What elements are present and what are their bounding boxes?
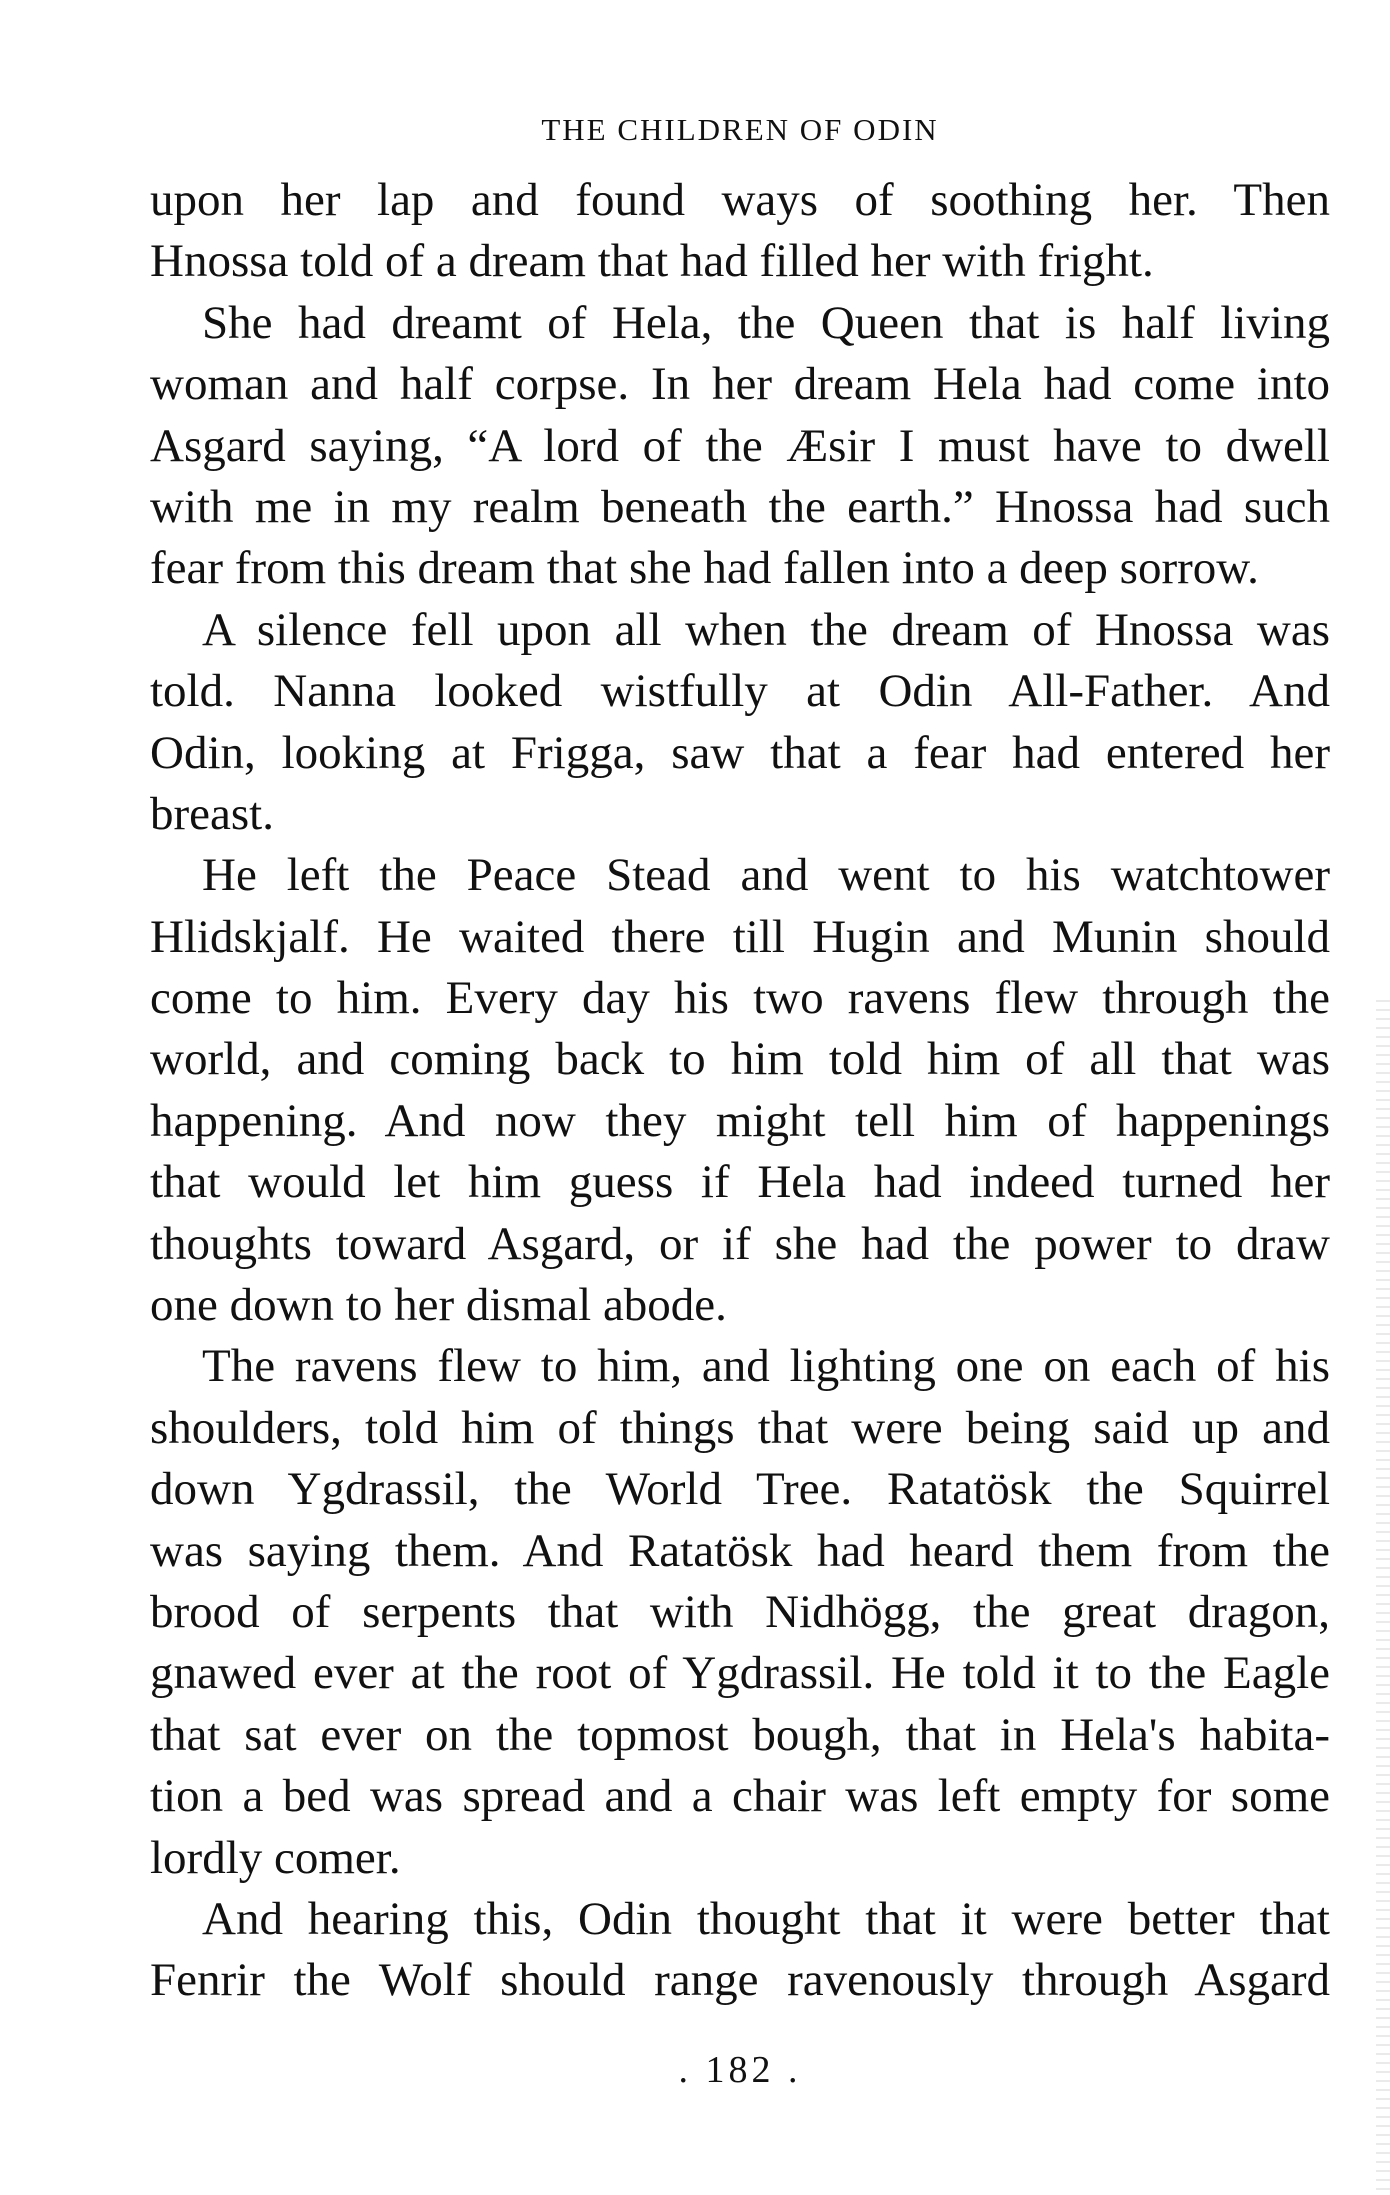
text-line: that would let him guess if Hela had indeed turned her [150,1156,1330,1209]
text-line: with me in my realm beneath the earth.” Hnossa had such [150,480,1330,533]
text-line: shoulders, told him of things that were being said up and [150,1401,1330,1454]
paragraph [150,170,1330,293]
text-line: that sat ever on the topmost bough, that in Hela's habita- [150,1708,1330,1761]
text-line: told. Nanna looked wistfully at Odin All-Father. And [150,665,1330,718]
text-line: Hnossa told of a dream that had filled her with fright. [150,235,1154,288]
text-line: Hlidskjalf. He waited there till Hugin and Munin should [150,910,1330,963]
text-line: And hearing this, Odin thought that it were better that [202,1892,1330,1945]
text-line: brood of serpents that with Nidhögg, the great dragon, [150,1585,1330,1638]
body-text [150,170,1330,2012]
text-line: A silence fell upon all when the dream of Hnossa was [202,603,1330,656]
text-line: lordly comer. [150,1831,401,1884]
text-line: Fenrir the Wolf should range ravenously through Asgard [150,1954,1330,2007]
text-line: gnawed ever at the root of Ygdrassil. He told it to the Eagle [150,1647,1330,1700]
page-edge-marks [1376,1000,1390,2195]
text-line: come to him. Every day his two ravens flew through the [150,972,1330,1025]
running-head: THE CHILDREN OF ODIN [541,112,939,147]
paragraph [150,1336,1330,1889]
paragraph [150,293,1330,600]
text-line: fear from this dream that she had fallen into a deep sorrow. [150,542,1259,595]
paragraph [150,1889,1330,2012]
text-line: tion a bed was spread and a chair was left empty for some [150,1770,1330,1823]
paragraph [150,845,1330,1336]
text-line: He left the Peace Stead and went to his watchtower [202,849,1330,902]
text-line: Asgard saying, “A lord of the Æsir I must have to dwell [150,419,1330,472]
text-line: She had dreamt of Hela, the Queen that is half living [202,296,1330,349]
text-line: The ravens flew to him, and lighting one on each of his [202,1340,1330,1393]
text-line: Odin, looking at Frigga, saw that a fear had entered her [150,726,1330,779]
text-line: was saying them. And Ratatösk had heard them from the [150,1524,1330,1577]
page-number: . 182 . [678,2049,802,2091]
text-line: thoughts toward Asgard, or if she had the power to draw [150,1217,1330,1270]
text-line: upon her lap and found ways of soothing her. Then [150,174,1330,226]
book-page [150,0,1330,2195]
text-line: happening. And now they might tell him of happenings [150,1094,1330,1147]
paragraph [150,600,1330,846]
text-line: one down to her dismal abode. [150,1279,727,1332]
text-line: breast. [150,787,274,840]
text-line: down Ygdrassil, the World Tree. Ratatösk the Squirrel [150,1463,1330,1516]
text-line: world, and coming back to him told him of all that was [150,1033,1330,1086]
text-line: woman and half corpse. In her dream Hela had come into [150,358,1330,411]
